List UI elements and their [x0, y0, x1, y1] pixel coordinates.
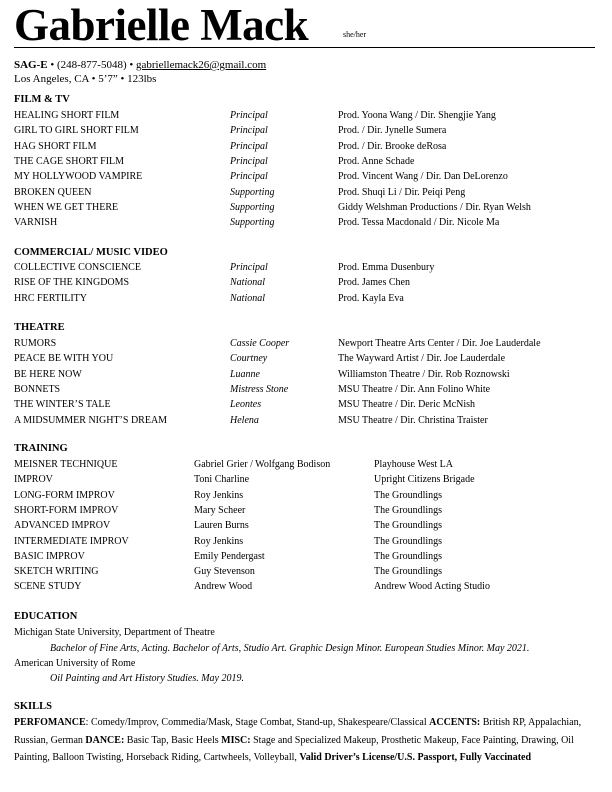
theatre-title: BONNETS — [14, 383, 61, 395]
commercial-credit: Prod. James Chen — [338, 277, 410, 289]
film-tv-row — [0, 141, 612, 155]
training-teacher: Andrew Wood — [194, 581, 253, 593]
commercial-credit: Prod. Emma Dusenbury — [338, 262, 435, 273]
film-tv-role: Principal — [230, 125, 268, 137]
actor-name: Gabrielle Mack — [14, 0, 309, 50]
skill-text-performance: : Comedy/Improv, Commedia/Mask, Stage Combat, Stand-up, Shakespeare/Classical — [85, 717, 430, 728]
training-school: Andrew Wood Acting Studio — [374, 581, 490, 593]
film-tv-row — [0, 187, 612, 201]
training-teacher: Gabriel Grier / Wolfgang Bodison — [194, 459, 331, 470]
training-class: ADVANCED IMPROV — [14, 520, 111, 532]
training-row — [0, 536, 612, 550]
phone: (248-877-5048) — [56, 59, 127, 71]
theatre-role: Helena — [230, 414, 259, 426]
commercial-row — [0, 277, 612, 291]
film-tv-credit: Giddy Welshman Productions / Dir. Ryan Welsh — [338, 201, 531, 213]
training-class: LONG-FORM IMPROV — [14, 489, 115, 501]
location-line: Los Angeles, CA • 5’7” • 123lbs — [14, 73, 157, 85]
training-class: INTERMEDIATE IMPROV — [14, 535, 129, 547]
film-tv-credit: Prod. Vincent Wang / Dir. Dan DeLorenzo — [338, 171, 508, 183]
contact-block — [14, 58, 266, 86]
film-tv-row — [0, 125, 612, 139]
film-tv-title: GIRL TO GIRL SHORT FILM — [14, 125, 139, 137]
training-school: The Groundlings — [374, 566, 443, 578]
training-row — [0, 490, 612, 504]
film-tv-title: BROKEN QUEEN — [14, 186, 92, 198]
theatre-role: Cassie Cooper — [230, 338, 290, 349]
theatre-row — [0, 353, 612, 367]
film-tv-credit: Prod. Anne Schade — [338, 155, 415, 167]
training-row — [0, 581, 612, 595]
theatre-role: Luanne — [230, 368, 260, 380]
film-tv-role: Supporting — [230, 201, 275, 213]
training-row — [0, 474, 612, 488]
skills-paragraph — [14, 714, 598, 767]
film-tv-row — [0, 202, 612, 216]
skill-text-accents: British RP, Appalachian, Russian, German — [14, 717, 582, 746]
film-tv-title: HEALING SHORT FILM — [14, 110, 120, 121]
training-class: SCENE STUDY — [14, 581, 82, 593]
film-tv-title: THE CAGE SHORT FILM — [14, 155, 125, 167]
skill-label-accents: ACCENTS: — [429, 717, 481, 728]
film-tv-credit: Prod. Yoona Wang / Dir. Shengjie Yang — [338, 110, 496, 121]
commercial-title: RISE OF THE KINGDOMS — [14, 277, 130, 289]
commercial-title: HRC FERTILITY — [14, 292, 88, 304]
skill-license: Valid Driver’s License/U.S. Passport, Fully Vaccinated — [299, 752, 532, 763]
film-tv-row — [0, 217, 612, 231]
commercial-role: Principal — [230, 262, 268, 273]
theatre-row — [0, 369, 612, 383]
theatre-row — [0, 384, 612, 398]
theatre-role: Courtney — [230, 353, 268, 365]
training-school: The Groundlings — [374, 550, 443, 562]
training-teacher: Roy Jenkins — [194, 535, 244, 547]
training-class: SKETCH WRITING — [14, 566, 99, 578]
film-tv-credit: Prod. / Dir. Brooke deRosa — [338, 140, 447, 152]
training-teacher: Mary Scheer — [194, 504, 246, 516]
film-tv-role: Supporting — [230, 217, 275, 229]
skill-text-misc: Stage and Specialized Makeup, Prosthetic Makeup, Face Painting, Drawing, Oil Painting, Balloon Twisting, Horseback Riding, Cartwheels, Volleyball, — [14, 734, 574, 763]
skill-label-performance: PERFOMANCE — [14, 717, 86, 728]
theatre-title: THE WINTER’S TALE — [14, 399, 111, 411]
commercial-title: COLLECTIVE CONSCIENCE — [14, 262, 141, 273]
film-tv-title: VARNISH — [14, 217, 58, 229]
section-heading-skills: SKILLS — [14, 701, 52, 712]
film-tv-title: MY HOLLYWOOD VAMPIRE — [14, 171, 143, 183]
skill-text-dance: Basic Tap, Basic Heels — [124, 734, 222, 746]
skill-label-dance: DANCE: — [85, 734, 125, 746]
training-teacher: Toni Charline — [194, 474, 250, 486]
film-tv-row — [0, 171, 612, 185]
header-rule — [14, 47, 595, 48]
section-heading-commercial: COMMERCIAL/ MUSIC VIDEO — [14, 247, 168, 258]
film-tv-role: Supporting — [230, 186, 275, 198]
film-tv-row — [0, 110, 612, 124]
theatre-credit: The Wayward Artist / Dir. Joe Lauderdale — [338, 353, 506, 365]
film-tv-title: HAG SHORT FILM — [14, 140, 97, 152]
theatre-title: RUMORS — [14, 338, 57, 349]
training-school: Playhouse West LA — [374, 459, 454, 470]
commercial-role: National — [230, 277, 266, 289]
training-school: Upright Citizens Brigade — [374, 474, 475, 486]
theatre-credit: Newport Theatre Arts Center / Dir. Joe Lauderdale — [338, 338, 541, 349]
commercial-credit: Prod. Kayla Eva — [338, 292, 404, 304]
section-heading-education: EDUCATION — [14, 611, 78, 622]
union-status: SAG-E — [14, 59, 48, 71]
theatre-row — [0, 415, 612, 429]
education-school-2: American University of Rome — [14, 658, 136, 669]
film-tv-credit: Prod. / Dir. Jynelle Sumera — [338, 125, 447, 137]
pronouns: she/her — [343, 30, 367, 39]
commercial-row — [0, 293, 612, 307]
section-heading-training: TRAINING — [14, 443, 68, 454]
education-detail-2: Oil Painting and Art History Studies. May 2019. — [50, 673, 244, 684]
theatre-title: BE HERE NOW — [14, 368, 82, 380]
theatre-credit: Williamston Theatre / Dir. Rob Roznowski — [338, 368, 510, 380]
training-row — [0, 551, 612, 565]
film-tv-title: WHEN WE GET THERE — [14, 201, 119, 213]
training-school: The Groundlings — [374, 489, 443, 501]
education-detail-1: Bachelor of Fine Arts, Acting. Bachelor of Arts, Studio Art. Graphic Design Minor. European Studies Minor. May 2021. — [50, 643, 530, 654]
training-class: IMPROV — [14, 474, 53, 486]
training-teacher: Guy Stevenson — [194, 566, 255, 578]
training-row — [0, 520, 612, 534]
training-teacher: Emily Pendergast — [194, 550, 265, 562]
commercial-role: National — [230, 292, 266, 304]
film-tv-credit: Prod. Shuqi Li / Dir. Peiqi Peng — [338, 186, 466, 198]
training-school: The Groundlings — [374, 520, 443, 532]
theatre-row — [0, 338, 612, 352]
section-heading-theatre: THEATRE — [14, 322, 65, 333]
theatre-credit: MSU Theatre / Dir. Christina Traister — [338, 414, 488, 426]
theatre-row — [0, 399, 612, 413]
film-tv-role: Principal — [230, 155, 268, 167]
email-link[interactable]: gabriellemack26@gmail.com — [136, 59, 267, 71]
contact-line-1: SAG-E • (248-877-5048) • gabriellemack26@gmail.com — [14, 59, 267, 71]
film-tv-role: Principal — [230, 140, 268, 152]
film-tv-role: Principal — [230, 110, 268, 121]
commercial-row — [0, 262, 612, 276]
theatre-credit: MSU Theatre / Dir. Ann Folino White — [338, 383, 491, 395]
training-school: The Groundlings — [374, 504, 443, 516]
training-class: MEISNER TECHNIQUE — [14, 459, 118, 470]
training-class: BASIC IMPROV — [14, 550, 85, 562]
training-class: SHORT-FORM IMPROV — [14, 504, 119, 516]
training-row — [0, 505, 612, 519]
training-row — [0, 459, 612, 473]
theatre-role: Mistress Stone — [230, 383, 289, 395]
film-tv-credit: Prod. Tessa Macdonald / Dir. Nicole Ma — [338, 217, 500, 229]
skill-label-misc: MISC: — [221, 734, 251, 746]
theatre-credit: MSU Theatre / Dir. Deric McNish — [338, 399, 476, 411]
training-teacher: Roy Jenkins — [194, 489, 244, 501]
film-tv-row — [0, 156, 612, 170]
education-school-1: Michigan State University, Department of Theatre — [14, 627, 215, 638]
film-tv-role: Principal — [230, 171, 268, 183]
training-teacher: Lauren Burns — [194, 520, 249, 532]
theatre-role: Leontes — [230, 399, 262, 411]
theatre-title: A MIDSUMMER NIGHT’S DREAM — [14, 414, 168, 426]
theatre-title: PEACE BE WITH YOU — [14, 353, 114, 365]
training-row — [0, 566, 612, 580]
training-school: The Groundlings — [374, 535, 443, 547]
section-heading-film-tv: FILM & TV — [14, 94, 70, 105]
